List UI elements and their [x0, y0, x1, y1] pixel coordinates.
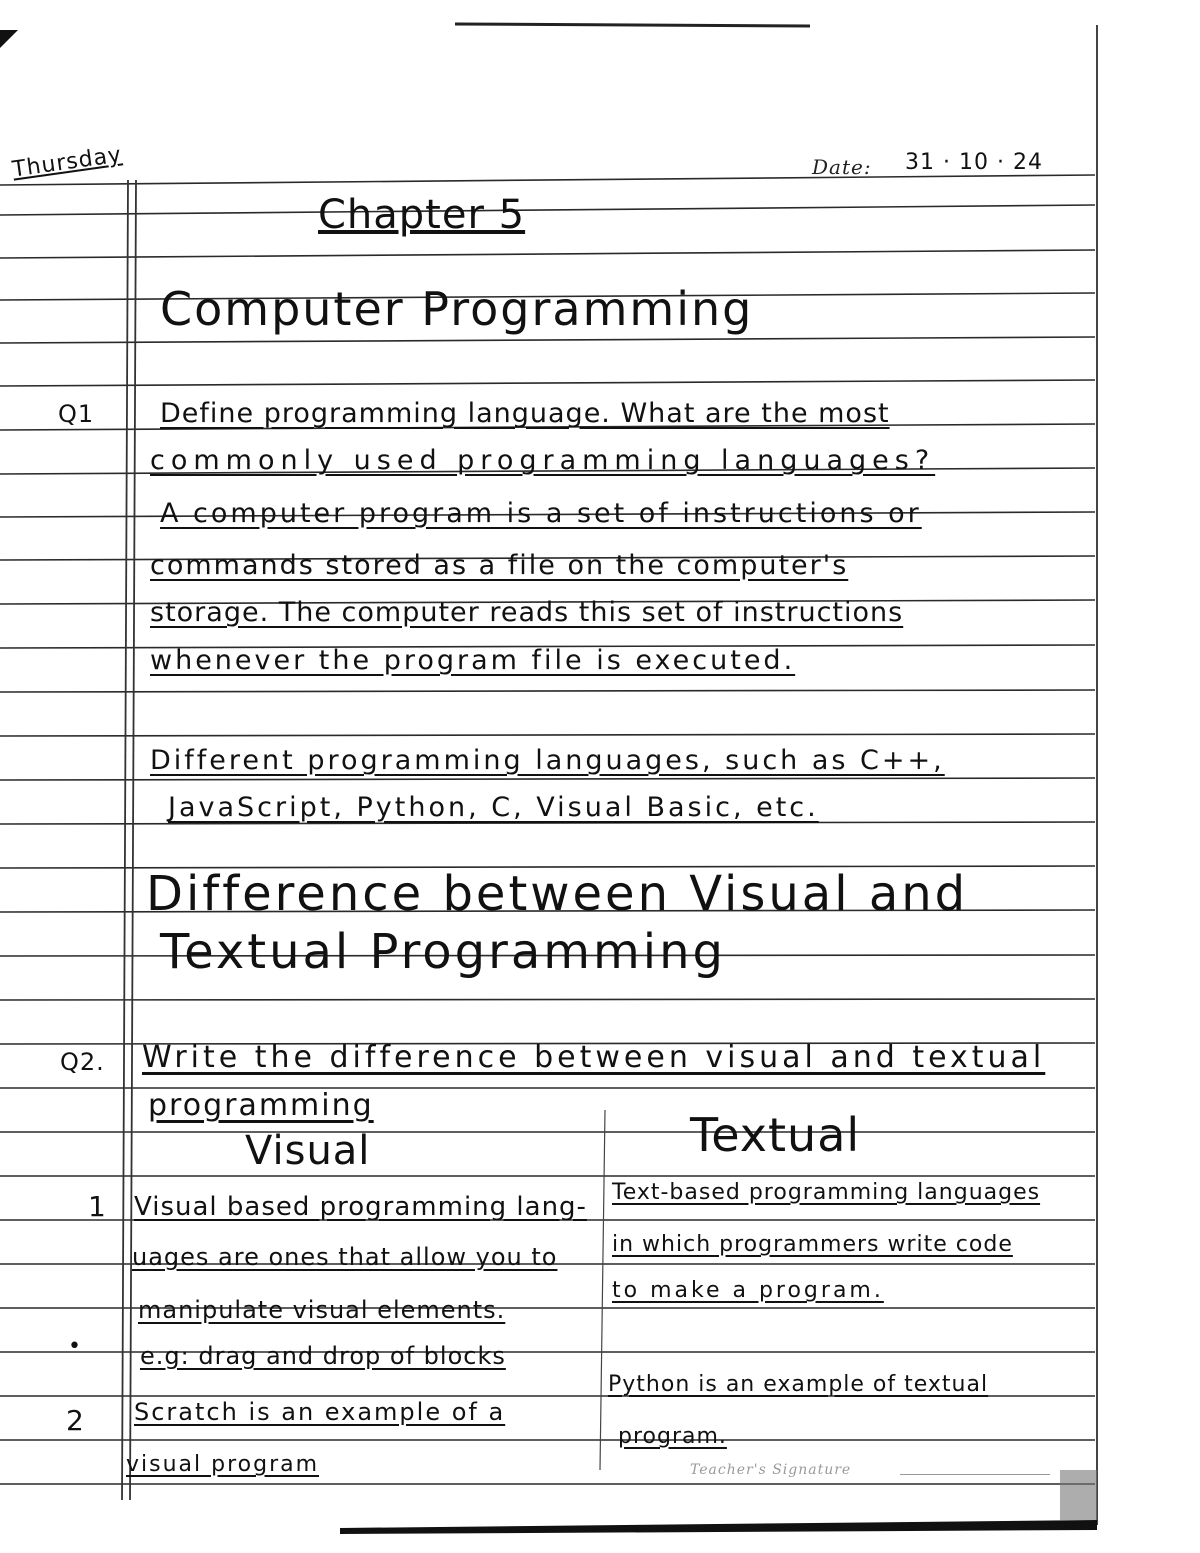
- visual-cell-line: Scratch is an example of a: [134, 1398, 506, 1426]
- signature-line: [900, 1474, 1050, 1475]
- answer-line: A computer program is a set of instructions or: [160, 498, 922, 529]
- q2-line: Write the difference between visual and textual: [142, 1040, 1046, 1075]
- answer-line: whenever the program file is executed.: [150, 645, 796, 676]
- question-marker: Q2.: [60, 1048, 105, 1076]
- question-marker: Q1: [58, 400, 95, 428]
- visual-cell-line: manipulate visual elements.: [138, 1296, 506, 1324]
- textual-cell-line: to make a program.: [612, 1278, 884, 1303]
- section-heading: Textual Programming: [160, 924, 727, 980]
- teacher-signature-label: Teacher's Signature: [690, 1462, 852, 1478]
- date-label: Date:: [812, 155, 872, 179]
- visual-cell-line: e.g: drag and drop of blocks: [140, 1342, 506, 1370]
- section-heading: Difference between Visual and: [146, 866, 969, 922]
- answer-line: commands stored as a file on the computer's: [150, 550, 849, 581]
- q1-line: Define programming language. What are the most: [160, 398, 890, 429]
- languages-line: Different programming languages, such as C++,: [150, 745, 945, 776]
- row-number: 2: [66, 1404, 85, 1437]
- table-header-textual: Textual: [690, 1108, 861, 1162]
- bullet-dot: •: [68, 1334, 82, 1359]
- table-header-visual: Visual: [245, 1128, 371, 1174]
- languages-line: JavaScript, Python, C, Visual Basic, etc.: [168, 792, 819, 823]
- page-title: Computer Programming: [160, 282, 754, 336]
- visual-cell-line: uages are ones that allow you to: [132, 1243, 558, 1271]
- q1-line: commonly used programming languages?: [150, 445, 936, 476]
- textual-cell-line: Python is an example of textual: [608, 1372, 989, 1397]
- textual-cell-line: Text-based programming languages: [612, 1180, 1041, 1205]
- textual-cell-line: in which programmers write code: [612, 1232, 1013, 1257]
- chapter-heading: Chapter 5: [318, 192, 526, 238]
- textual-cell-line: program.: [618, 1424, 727, 1449]
- day-label: Thursday: [10, 142, 124, 183]
- q2-line: programming: [148, 1088, 374, 1123]
- visual-cell-line: Visual based programming lang-: [134, 1192, 587, 1222]
- visual-cell-line: visual program: [126, 1452, 320, 1477]
- answer-line: storage. The computer reads this set of instructions: [150, 597, 904, 628]
- row-number: 1: [88, 1190, 107, 1223]
- table-divider: [600, 1110, 605, 1470]
- date-value: 31 · 10 · 24: [905, 150, 1043, 175]
